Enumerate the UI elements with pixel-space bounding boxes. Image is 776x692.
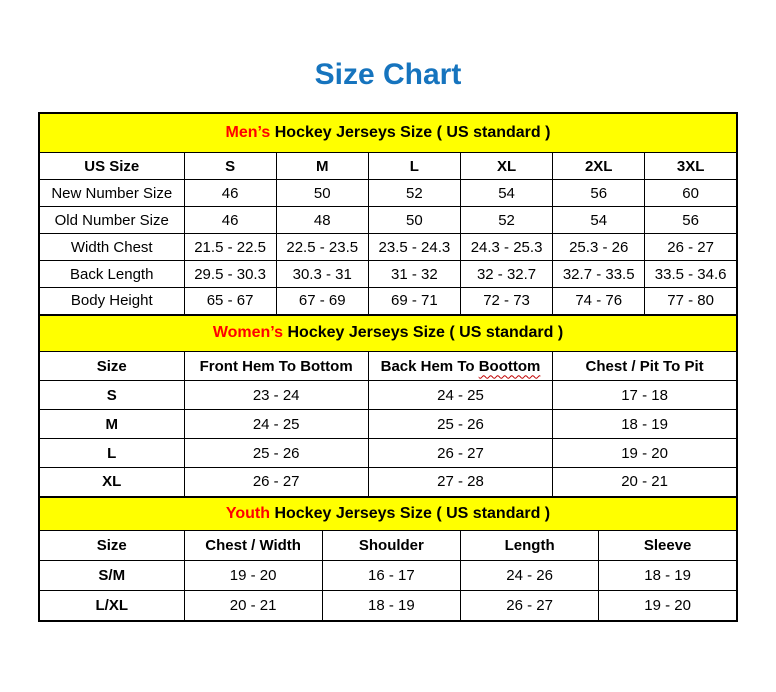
row-label: Back Length — [39, 261, 184, 288]
size-value-cell: 69 - 71 — [368, 288, 460, 315]
page-title: Size Chart — [314, 58, 462, 91]
youth-header-row — [39, 531, 737, 561]
table-row — [39, 561, 737, 591]
size-value-cell: 52 — [460, 207, 552, 234]
size-value-cell: 24 - 25 — [368, 381, 552, 410]
column-header: L — [368, 153, 460, 180]
column-header-text: Back Hem To — [380, 357, 475, 375]
size-value-cell: 25 - 26 — [184, 439, 368, 468]
banner-accent-text: Women’s — [212, 324, 284, 342]
row-label: S — [39, 381, 184, 410]
column-header: Size — [39, 352, 184, 381]
size-value-cell: 16 - 17 — [322, 561, 460, 591]
column-header: XL — [460, 153, 552, 180]
row-label: XL — [39, 468, 184, 497]
size-value-cell: 74 - 76 — [553, 288, 645, 315]
size-value-cell: 19 - 20 — [184, 561, 322, 591]
size-value-cell: 26 - 27 — [184, 468, 368, 497]
size-value-cell: 50 — [276, 180, 368, 207]
size-value-cell: 23.5 - 24.3 — [368, 234, 460, 261]
column-header: Sleeve — [599, 531, 737, 561]
size-value-cell: 18 - 19 — [599, 561, 737, 591]
youth-size-table — [38, 496, 738, 622]
size-value-cell: 27 - 28 — [368, 468, 552, 497]
size-value-cell: 26 - 27 — [461, 591, 599, 621]
size-value-cell: 52 — [368, 180, 460, 207]
size-value-cell: 48 — [276, 207, 368, 234]
column-header — [368, 352, 552, 381]
table-row — [39, 468, 737, 497]
size-value-cell: 26 - 27 — [645, 234, 737, 261]
table-row — [39, 207, 737, 234]
row-label: New Number Size — [39, 180, 184, 207]
size-value-cell: 19 - 20 — [599, 591, 737, 621]
table-row — [39, 234, 737, 261]
size-value-cell: 18 - 19 — [322, 591, 460, 621]
row-label: M — [39, 410, 184, 439]
row-label: S/M — [39, 561, 184, 591]
size-value-cell: 67 - 69 — [276, 288, 368, 315]
banner-accent-text: Men’s — [225, 123, 271, 141]
column-header: Shoulder — [322, 531, 460, 561]
size-value-cell: 31 - 32 — [368, 261, 460, 288]
column-header: Chest / Width — [184, 531, 322, 561]
mens-banner — [39, 113, 737, 153]
size-value-cell: 19 - 20 — [553, 439, 737, 468]
womens-banner — [39, 315, 737, 352]
column-header: 2XL — [553, 153, 645, 180]
size-value-cell: 18 - 19 — [553, 410, 737, 439]
size-value-cell: 21.5 - 22.5 — [184, 234, 276, 261]
size-chart-tables — [38, 112, 738, 622]
youth-banner — [39, 497, 737, 531]
size-value-cell: 32 - 32.7 — [460, 261, 552, 288]
size-value-cell: 30.3 - 31 — [276, 261, 368, 288]
size-value-cell: 56 — [553, 180, 645, 207]
size-value-cell: 50 — [368, 207, 460, 234]
table-row — [39, 410, 737, 439]
size-value-cell: 22.5 - 23.5 — [276, 234, 368, 261]
table-row — [39, 180, 737, 207]
size-value-cell: 60 — [645, 180, 737, 207]
mens-banner-row — [39, 113, 737, 153]
banner-accent-text: Youth — [225, 504, 270, 522]
table-row — [39, 261, 737, 288]
size-value-cell: 17 - 18 — [553, 381, 737, 410]
table-row — [39, 439, 737, 468]
womens-banner-row — [39, 315, 737, 352]
row-label: L — [39, 439, 184, 468]
column-header: S — [184, 153, 276, 180]
size-value-cell: 25 - 26 — [368, 410, 552, 439]
column-header: M — [276, 153, 368, 180]
column-header: 3XL — [645, 153, 737, 180]
misspelled-word: Boottom — [478, 357, 541, 375]
size-value-cell: 33.5 - 34.6 — [645, 261, 737, 288]
size-value-cell: 24 - 26 — [461, 561, 599, 591]
size-value-cell: 20 - 21 — [184, 591, 322, 621]
table-row — [39, 381, 737, 410]
mens-header-row — [39, 153, 737, 180]
youth-banner-row — [39, 497, 737, 531]
row-label: Width Chest — [39, 234, 184, 261]
size-value-cell: 46 — [184, 207, 276, 234]
womens-size-table — [38, 314, 738, 498]
size-value-cell: 72 - 73 — [460, 288, 552, 315]
table-row — [39, 591, 737, 621]
size-value-cell: 32.7 - 33.5 — [553, 261, 645, 288]
size-value-cell: 54 — [553, 207, 645, 234]
column-header: US Size — [39, 153, 184, 180]
size-value-cell: 54 — [460, 180, 552, 207]
size-value-cell: 77 - 80 — [645, 288, 737, 315]
row-label: Old Number Size — [39, 207, 184, 234]
size-value-cell: 65 - 67 — [184, 288, 276, 315]
table-row — [39, 288, 737, 315]
size-value-cell: 25.3 - 26 — [553, 234, 645, 261]
size-value-cell: 29.5 - 30.3 — [184, 261, 276, 288]
column-header: Size — [39, 531, 184, 561]
size-value-cell: 46 — [184, 180, 276, 207]
column-header: Front Hem To Bottom — [184, 352, 368, 381]
size-value-cell: 26 - 27 — [368, 439, 552, 468]
column-header: Chest / Pit To Pit — [553, 352, 737, 381]
womens-header-row — [39, 352, 737, 381]
size-value-cell: 20 - 21 — [553, 468, 737, 497]
banner-text: Hockey Jerseys Size ( US standard ) — [287, 324, 564, 342]
size-value-cell: 24.3 - 25.3 — [460, 234, 552, 261]
size-value-cell: 56 — [645, 207, 737, 234]
column-header: Length — [461, 531, 599, 561]
size-value-cell: 24 - 25 — [184, 410, 368, 439]
row-label: L/XL — [39, 591, 184, 621]
banner-text: Hockey Jerseys Size ( US standard ) — [274, 504, 551, 522]
banner-text: Hockey Jerseys Size ( US standard ) — [274, 123, 551, 141]
mens-size-table — [38, 112, 738, 316]
size-value-cell: 23 - 24 — [184, 381, 368, 410]
row-label: Body Height — [39, 288, 184, 315]
